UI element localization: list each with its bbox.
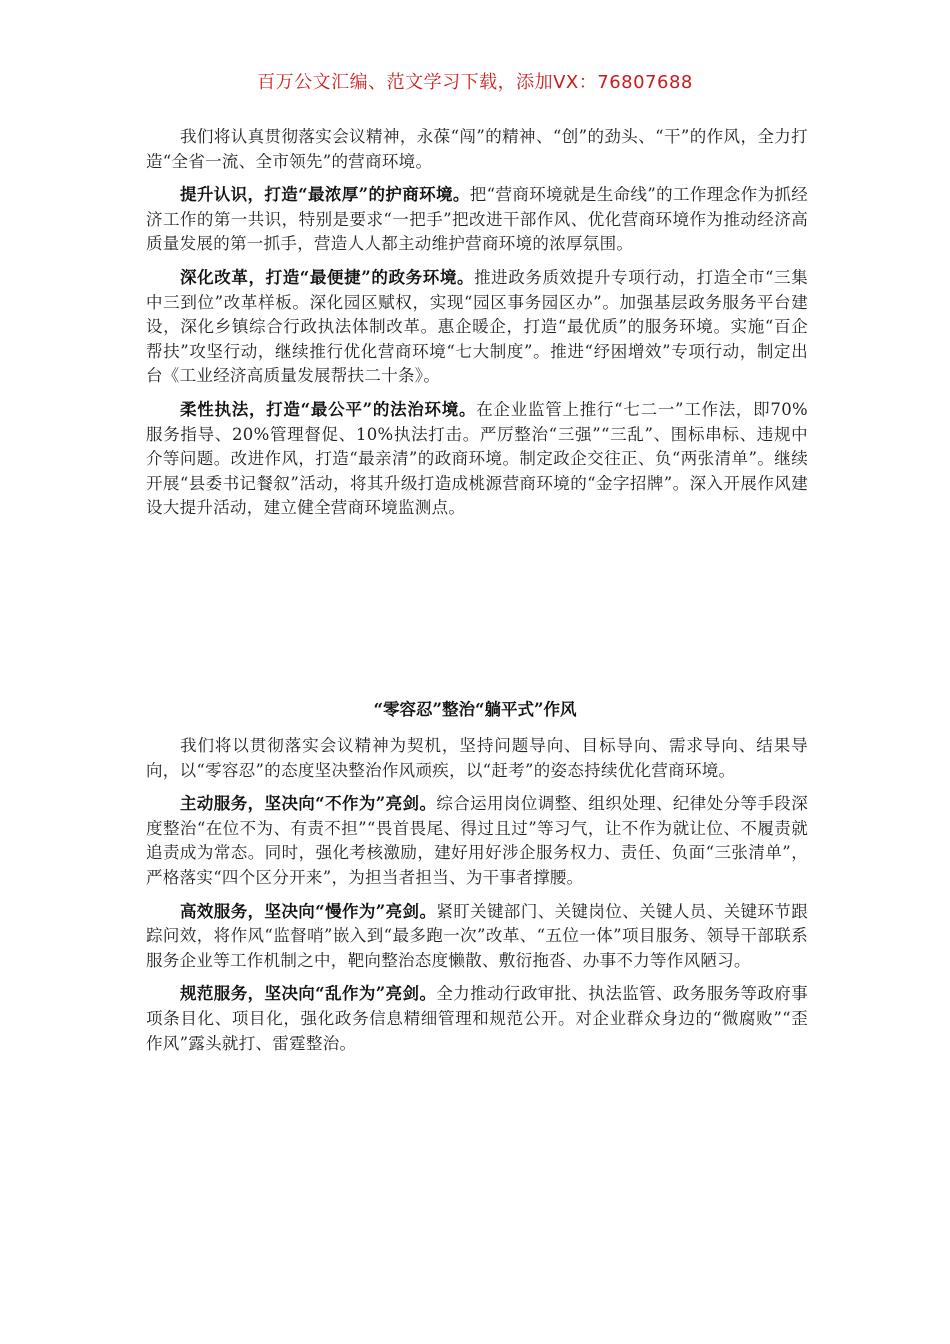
- section-title: “零容忍”整治“躺平式”作风: [373, 700, 577, 719]
- paragraph-efficient-service: [146, 900, 808, 974]
- paragraph-lead: 柔性执法，打造“最公平”的法治环境。: [180, 399, 477, 419]
- paragraph-body: 综合运用岗位调整、组织处理、纪律处分等手段深度整治“在位不为、有责不担”“畏首畏尾、得过且过”等习气，让不作为就让位、不履责就追责成为常态。同时，强化考核激励，建好用好涉企服务权力、责任、负面“三张清单”，严格落实“四个区分开来”，为担当者担当、为干事者撑腰。: [146, 794, 808, 887]
- section-1: [146, 125, 808, 530]
- paragraph-lead: 高效服务，坚决向“慢作为”亮剑。: [180, 901, 437, 921]
- intro-paragraph: 我们将认真贯彻落实会议精神，永葆“闯”的精神、“创”的劲头、“干”的作风，全力打造“全省一流、全市领先”的营商环境。: [146, 127, 808, 171]
- paragraph-body: 推进政务质效提升专项行动，打造全市“三集中三到位”改革样板。深化园区赋权，实现“园区事务园区办”。加强基层政务服务平台建设，深化乡镇综合行政执法体制改革。惠企暖企，打造“最优质”的服务环境。实施“百企帮扶”攻坚行动，继续推行优化营商环境“七大制度”。推进“纾困增效”专项行动，制定出台《工业经济高质量发展帮扶二十条》。: [146, 267, 808, 386]
- paragraph-reform: [146, 266, 808, 389]
- paragraph-body: 全力推动行政审批、执法监管、政务服务等政府事项条目化、项目化，强化政务信息精细管理和规范公开。对企业群众身边的“微腐败”“歪作风”露头就打、雷霆整治。: [146, 984, 808, 1053]
- paragraph-body: 把“营商环境就是生命线”的工作理念作为抓经济工作的第一共识，特别是要求“一把手”把改进干部作风、优化营商环境作为推动经济高质量发展的第一抓手，营造人人都主动维护营商环境的浓厚氛围。: [146, 185, 808, 254]
- paragraph-law-enforcement: [146, 398, 808, 521]
- section-2: [146, 734, 808, 1065]
- paragraph-lead: 提升认识，打造“最浓厚”的护商环境。: [180, 185, 470, 205]
- paragraph-lead: 深化改革，打造“最便捷”的政务环境。: [180, 267, 475, 287]
- paragraph-lead: 主动服务，坚决向“不作为”亮剑。: [180, 794, 437, 814]
- paragraph-body: 在企业监管上推行“七二一”工作法，即70%服务指导、20%管理督促、10%执法打击。严厉整治“三强”“三乱”、围标串标、违规中介等问题。改进作风，打造“最亲清”的政商环境。制定政企交往正、负“两张清单”。继续开展“县委书记餐叙”活动，将其升级打造成桃源营商环境的“金字招牌”。深入开展作风建设大提升活动，建立健全营商环境监测点。: [146, 399, 808, 518]
- paragraph-recognition: [146, 183, 808, 257]
- paragraph-standard-service: [146, 982, 808, 1056]
- header-banner: 百万公文汇编、范文学习下载，添加VX：76807688: [257, 72, 693, 93]
- paragraph-lead: 规范服务，坚决向“乱作为”亮剑。: [180, 984, 437, 1004]
- intro-paragraph: 我们将以贯彻落实会议精神为契机，坚持问题导向、目标导向、需求导向、结果导向，以“零容忍”的态度坚决整治作风顽疾，以“赶考”的姿态持续优化营商环境。: [146, 736, 808, 780]
- paragraph-proactive-service: [146, 792, 808, 890]
- paragraph-body: 紧盯关键部门、关键岗位、关键人员、关键环节跟踪问效，将作风“监督哨”嵌入到“最多跑一次”改革、“五位一体”项目服务、领导干部联系服务企业等工作机制之中，靶向整治态度懒散、敷衍拖沓、办事不力等作风陋习。: [146, 901, 808, 970]
